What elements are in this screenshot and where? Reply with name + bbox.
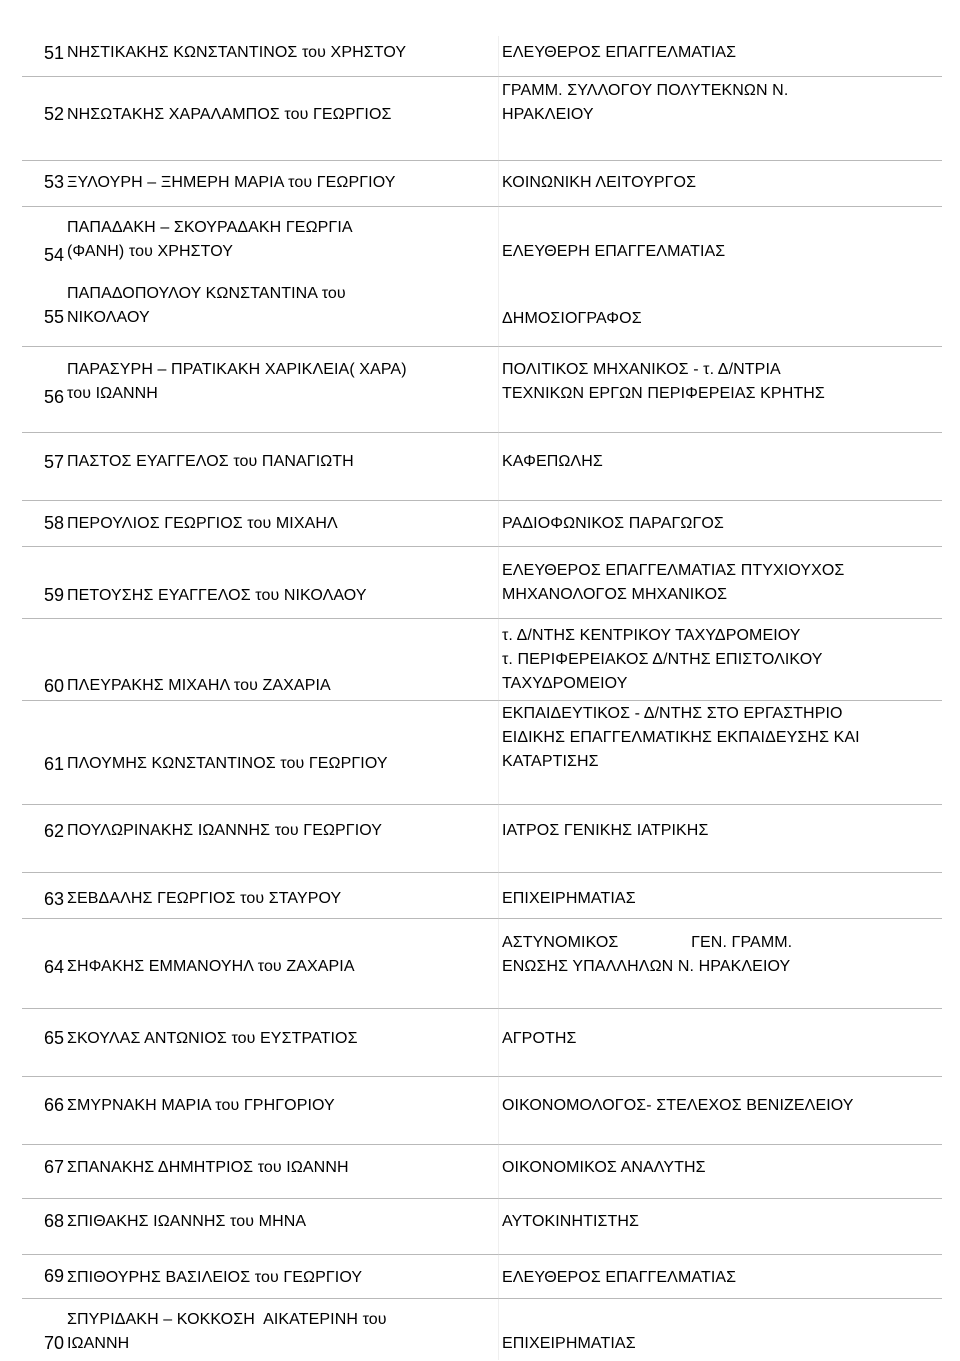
row-number: 56 — [43, 387, 64, 407]
person-name: ΣΠΥΡΙΔΑΚΗ – ΚΟΚΚΟΣΗ ΑΙΚΑΤΕΡΙΝΗ του ΙΩΑΝΝΗ — [67, 1311, 387, 1352]
row-number: 53 — [43, 172, 64, 192]
person-name: ΣΠΙΘΑΚΗΣ ΙΩΑΝΝΗΣ του ΜΗΝΑ — [67, 1213, 307, 1230]
column-divider — [498, 36, 499, 1360]
row-divider — [22, 546, 942, 547]
table-row — [22, 76, 942, 128]
occupation: ΑΓΡΟΤΗΣ — [502, 1030, 577, 1047]
row-divider — [22, 76, 942, 77]
table-row — [22, 206, 942, 266]
occupation: ΟΙΚΟΝΟΜΙΚΟΣ ΑΝΑΛΥΤΗΣ — [502, 1159, 706, 1176]
table-row — [22, 1076, 942, 1124]
occupation: ΙΑΤΡΟΣ ΓΕΝΙΚΗΣ ΙΑΤΡΙΚΗΣ — [502, 822, 709, 839]
row-number: 60 — [43, 676, 64, 696]
row-divider — [22, 500, 942, 501]
row-divider — [22, 1198, 942, 1199]
row-number: 52 — [43, 104, 64, 124]
person-name: ΠΛΟΥΜΗΣ ΚΩΝΣΤΑΝΤΙΝΟΣ του ΓΕΩΡΓΙΟΥ — [67, 755, 388, 772]
person-name: ΠΟΥΛΩΡΙΝΑΚΗΣ ΙΩΑΝΝΗΣ του ΓΕΩΡΓΙΟΥ — [67, 822, 383, 839]
row-number: 51 — [43, 43, 64, 63]
person-name: ΣΗΦΑΚΗΣ ΕΜΜΑΝΟΥΗΛ του ΖΑΧΑΡΙΑ — [67, 958, 355, 975]
row-divider — [22, 432, 942, 433]
occupation: ΕΠΙΧΕΙΡΗΜΑΤΙΑΣ — [502, 890, 636, 907]
table-row — [22, 1298, 942, 1360]
table-row — [22, 700, 942, 780]
person-name: ΞΥΛΟΥΡΗ – ΞΗΜΕΡΗ ΜΑΡΙΑ του ΓΕΩΡΓΙΟΥ — [67, 174, 396, 191]
table-row — [22, 1144, 942, 1184]
occupation: ΚΑΦΕΠΩΛΗΣ — [502, 453, 603, 470]
row-divider — [22, 206, 942, 207]
table-row — [22, 1198, 942, 1238]
row-number: 70 — [43, 1333, 64, 1353]
row-number: 58 — [43, 513, 64, 533]
occupation: τ. Δ/ΝΤΗΣ ΚΕΝΤΡΙΚΟΥ ΤΑΧΥΔΡΟΜΕΙΟΥ τ. ΠΕΡΙΦΕΡΕΙΑΚΟΣ Δ/ΝΤΗΣ ΕΠΙΣΤΟΛΙΚΟΥ ΤΑΧΥΔΡΟΜΕΙΟΥ — [502, 627, 823, 692]
occupation: ΕΚΠΑΙΔΕΥΤΙΚΟΣ - Δ/ΝΤΗΣ ΣΤΟ ΕΡΓΑΣΤΗΡΙΟ ΕΙΔΙΚΗΣ ΕΠΑΓΓΕΛΜΑΤΙΚΗΣ ΕΚΠΑΙΔΕΥΣΗΣ ΚΑΙ ΚΑΤΑΡΤΙΣΗΣ — [502, 705, 860, 770]
occupation: ΓΡΑΜΜ. ΣΥΛΛΟΓΟΥ ΠΟΛΥΤΕΚΝΩΝ Ν. ΗΡΑΚΛΕΙΟΥ — [502, 82, 789, 123]
table-row — [22, 618, 942, 698]
table-row — [22, 1254, 942, 1294]
person-name: ΣΕΒΔΑΛΗΣ ΓΕΩΡΓΙΟΣ του ΣΤΑΥΡΟΥ — [67, 890, 342, 907]
occupation: ΕΛΕΥΘΕΡΟΣ ΕΠΑΓΓΕΛΜΑΤΙΑΣ — [502, 1269, 737, 1286]
table-row — [22, 872, 942, 916]
person-name: ΣΠΙΘΟΥΡΗΣ ΒΑΣΙΛΕΙΟΣ του ΓΕΩΡΓΙΟΥ — [67, 1269, 363, 1286]
row-number: 66 — [43, 1095, 64, 1115]
row-divider — [22, 700, 942, 701]
person-name: ΠΕΡΟΥΛΙΟΣ ΓΕΩΡΓΙΟΣ του ΜΙΧΑΗΛ — [67, 515, 338, 532]
occupation: ΕΛΕΥΘΕΡΗ ΕΠΑΓΓΕΛΜΑΤΙΑΣ — [502, 243, 726, 260]
person-name: ΣΠΑΝΑΚΗΣ ΔΗΜΗΤΡΙΟΣ του ΙΩΑΝΝΗ — [67, 1159, 349, 1176]
table-row — [22, 160, 942, 200]
person-name: ΠΑΠΑΔΟΠΟΥΛΟΥ ΚΩΝΣΤΑΝΤΙΝΑ του ΝΙΚΟΛΑΟΥ — [67, 285, 346, 326]
table-row — [22, 546, 942, 612]
row-number: 67 — [43, 1157, 64, 1177]
occupation: ΔΗΜΟΣΙΟΓΡΑΦΟΣ — [502, 310, 642, 327]
table-row — [22, 804, 942, 850]
occupation: ΑΣΤΥΝΟΜΙΚΟΣ ΓΕΝ. ΓΡΑΜΜ. ΕΝΩΣΗΣ ΥΠΑΛΛΗΛΩΝ Ν. ΗΡΑΚΛΕΙΟΥ — [502, 934, 793, 975]
row-number: 54 — [43, 245, 64, 265]
occupation: ΡΑΔΙΟΦΩΝΙΚΟΣ ΠΑΡΑΓΩΓΟΣ — [502, 515, 724, 532]
person-name: ΠΑΣΤΟΣ ΕΥΑΓΓΕΛΟΣ του ΠΑΝΑΓΙΩΤΗ — [67, 453, 354, 470]
row-number: 64 — [43, 957, 64, 977]
row-number: 69 — [43, 1266, 64, 1286]
row-divider — [22, 1254, 942, 1255]
occupation: ΠΟΛΙΤΙΚΟΣ ΜΗΧΑΝΙΚΟΣ - τ. Δ/ΝΤΡΙΑ ΤΕΧΝΙΚΩΝ ΕΡΓΩΝ ΠΕΡΙΦΕΡΕΙΑΣ ΚΡΗΤΗΣ — [502, 361, 825, 402]
table-row — [22, 500, 942, 540]
person-name: ΠΑΡΑΣΥΡΗ – ΠΡΑΤΙΚΑΚΗ ΧΑΡΙΚΛΕΙΑ( ΧΑΡΑ) του ΙΩΑΝΝΗ — [67, 361, 407, 402]
row-divider — [22, 1144, 942, 1145]
row-divider — [22, 346, 942, 347]
row-divider — [22, 1298, 942, 1299]
person-name: ΝΗΣΤΙΚΑΚΗΣ ΚΩΝΣΤΑΝΤΙΝΟΣ του ΧΡΗΣΤΟΥ — [67, 44, 407, 61]
table-row — [22, 274, 942, 332]
person-name: ΠΛΕΥΡΑΚΗΣ ΜΙΧΑΗΛ του ΖΑΧΑΡΙΑ — [67, 677, 331, 694]
row-divider — [22, 618, 942, 619]
person-name: ΣΜΥΡΝΑΚΗ ΜΑΡΙΑ του ΓΡΗΓΟΡΙΟΥ — [67, 1097, 335, 1114]
occupation: ΕΠΙΧΕΙΡΗΜΑΤΙΑΣ — [502, 1335, 636, 1352]
occupation: ΕΛΕΥΘΕΡΟΣ ΕΠΑΓΓΕΛΜΑΤΙΑΣ ΠΤΥΧΙΟΥΧΟΣ ΜΗΧΑΝΟΛΟΓΟΣ ΜΗΧΑΝΙΚΟΣ — [502, 562, 845, 603]
occupation: ΟΙΚΟΝΟΜΟΛΟΓΟΣ- ΣΤΕΛΕΧΟΣ ΒΕΝΙΖΕΛΕΙΟΥ — [502, 1097, 854, 1114]
person-name: ΠΑΠΑΔΑΚΗ – ΣΚΟΥΡΑΔΑΚΗ ΓΕΩΡΓΙΑ (ΦΑΝΗ) του ΧΡΗΣΤΟΥ — [67, 219, 353, 260]
table-row — [22, 918, 942, 984]
occupation: ΚΟΙΝΩΝΙΚΗ ΛΕΙΤΟΥΡΓΟΣ — [502, 174, 697, 191]
row-divider — [22, 1008, 942, 1009]
row-divider — [22, 160, 942, 161]
person-name: ΝΗΣΩΤΑΚΗΣ ΧΑΡΑΛΑΜΠΟΣ του ΓΕΩΡΓΙΟΣ — [67, 106, 392, 123]
row-number: 63 — [43, 889, 64, 909]
row-number: 55 — [43, 307, 64, 327]
table-row — [22, 36, 942, 70]
table-row — [22, 432, 942, 478]
row-divider — [22, 1076, 942, 1077]
occupation: ΑΥΤΟΚΙΝΗΤΙΣΤΗΣ — [502, 1213, 640, 1230]
row-number: 65 — [43, 1028, 64, 1048]
row-number: 61 — [43, 754, 64, 774]
row-divider — [22, 872, 942, 873]
row-divider — [22, 804, 942, 805]
table-row — [22, 346, 942, 416]
occupation: ΕΛΕΥΘΕΡΟΣ ΕΠΑΓΓΕΛΜΑΤΙΑΣ — [502, 44, 737, 61]
person-name: ΣΚΟΥΛΑΣ ΑΝΤΩΝΙΟΣ του ΕΥΣΤΡΑΤΙΟΣ — [67, 1030, 358, 1047]
row-number: 59 — [43, 585, 64, 605]
row-number: 57 — [43, 452, 64, 472]
row-divider — [22, 918, 942, 919]
row-number: 68 — [43, 1211, 64, 1231]
row-number: 62 — [43, 821, 64, 841]
person-name: ΠΕΤΟΥΣΗΣ ΕΥΑΓΓΕΛΟΣ του ΝΙΚΟΛΑΟΥ — [67, 587, 367, 604]
table-row — [22, 1008, 942, 1056]
